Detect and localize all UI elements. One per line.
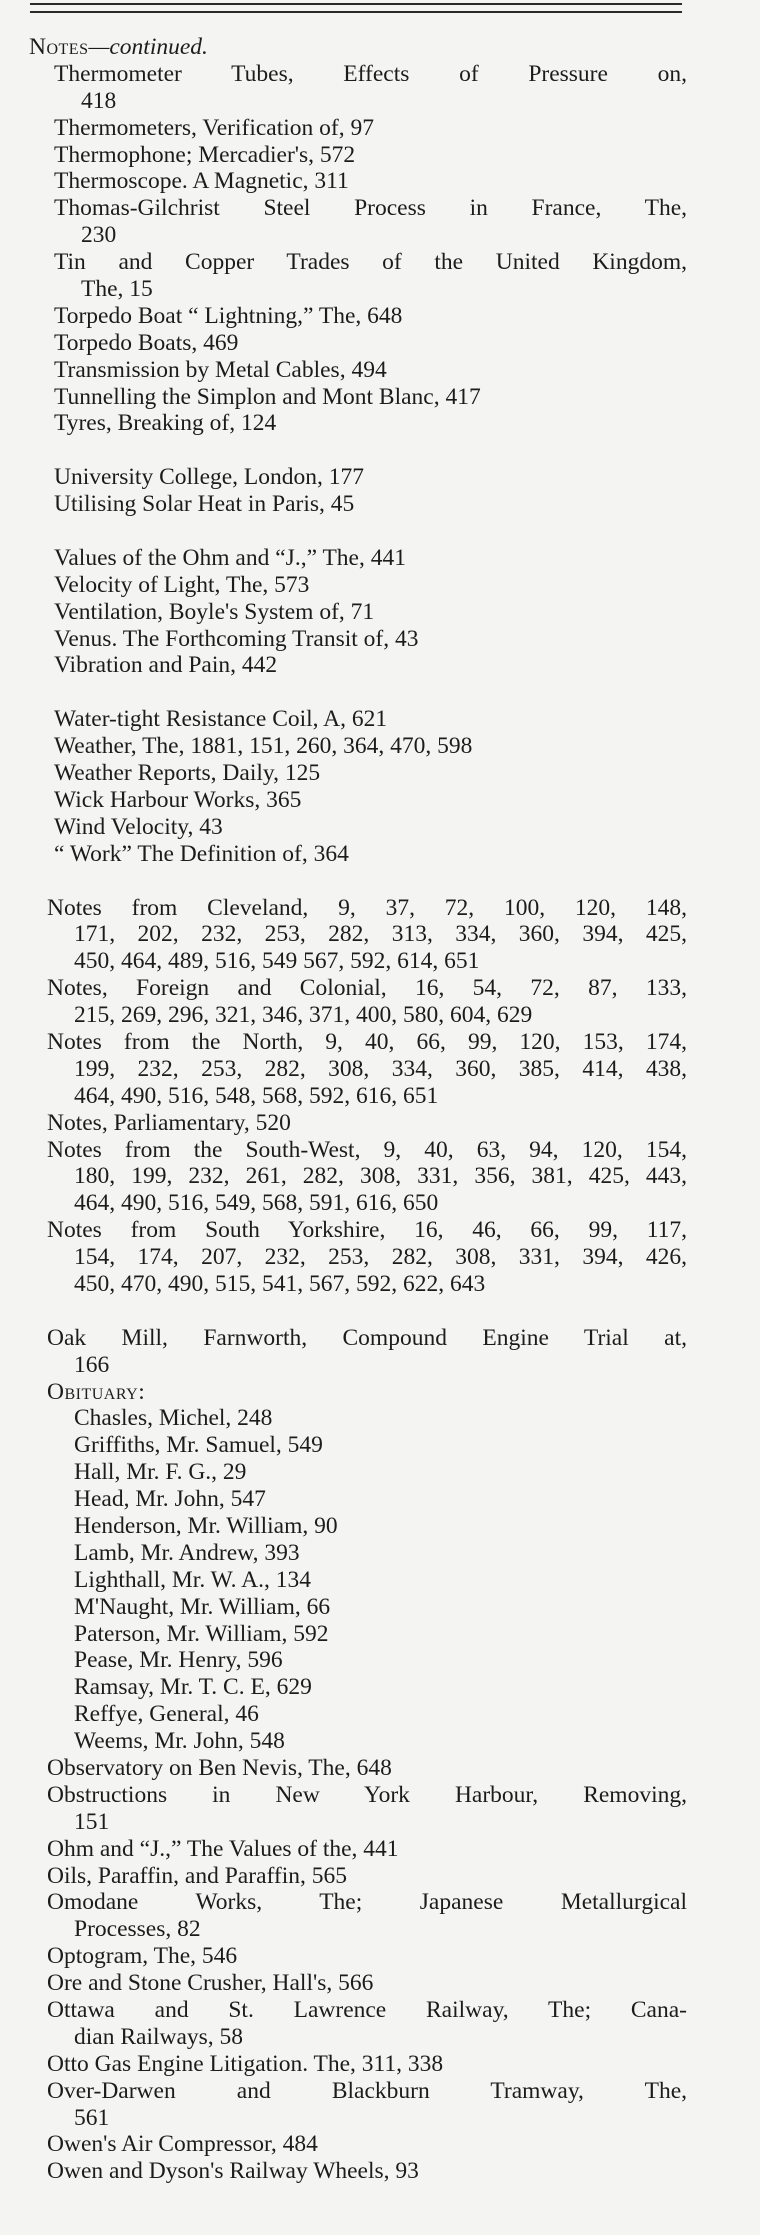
obituary-entry: Hall, Mr. F. G., 29 [74,1459,247,1486]
index-entry [0,1836,760,1863]
index-entry [0,1997,760,2051]
index-entry [0,975,760,1029]
entry-line: Wick Harbour Works, 365 [54,786,302,813]
entry-line: University College, London, 177 [54,464,365,491]
index-entry [0,303,760,330]
entry-line: Optogram, The, 546 [47,1943,238,1970]
index-entry [0,545,760,572]
index-entry [0,2131,760,2158]
entry-line: Notes, Parliamentary, 520 [47,1109,291,1136]
obituary-entry: Henderson, Mr. William, 90 [74,1512,338,1539]
entry-line: Tunnelling the Simplon and Mont Blanc, 417 [54,383,481,410]
entry-line: Torpedo Boat “ Lightning,” The, 648 [54,302,403,329]
index-entry [0,357,760,384]
entry-line: Ohm and “J.,” The Values of the, 441 [47,1835,399,1862]
index-entry [0,626,760,653]
index-section [0,464,760,518]
index-entry [0,1970,760,1997]
index-entry [0,1943,760,1970]
entry-continuation: Processes, 82 [74,1916,201,1943]
index-section [0,61,760,437]
entry-line: Otto Gas Engine Litigation. The, 311, 338 [47,2050,444,2077]
index-section [0,895,760,1298]
blank-line [0,868,760,895]
entry-line: Thermoscope. A Magnetic, 311 [54,168,349,195]
obituary-entry: Ramsay, Mr. T. C. E, 629 [74,1674,312,1701]
entry-continuation: 418 [81,87,117,114]
entry-continuation: 464, 490, 516, 549, 568, 591, 616, 650 [74,1190,439,1217]
header-continued: —continued. [88,34,208,60]
index-entry [0,2158,760,2185]
index-entry [0,733,760,760]
entry-line: Thermophone; Mercadier's, 572 [54,141,356,168]
entry-line: Oils, Paraffin, and Paraffin, 565 [47,1862,348,1889]
entry-line: Utilising Solar Heat in Paris, 45 [54,491,355,518]
index-entry [0,142,760,169]
index-entry [0,1217,760,1298]
index-entry [0,2078,760,2132]
entry-continuation: 230 [81,222,117,249]
index-entry [0,1782,760,1836]
entry-line: Notes from South Yorkshire, 16, 46, 66, 99, 117, [47,1217,687,1244]
entry-line: Tyres, Breaking of, 124 [54,410,277,437]
top-rule [30,3,682,5]
entry-line: Notes from the South-West, 9, 40, 63, 94, 120, 154, [47,1136,687,1163]
entry-line: Weather Reports, Daily, 125 [54,760,321,787]
index-entry [0,599,760,626]
index-entry [0,410,760,437]
entry-line: Notes from the North, 9, 40, 66, 99, 120, 153, 174, [47,1028,687,1055]
obituary-entry: Lamb, Mr. Andrew, 393 [74,1539,300,1566]
obituary-entry: Lighthall, Mr. W. A., 134 [74,1566,311,1593]
blank-line [0,1298,760,1325]
entry-continuation: 464, 490, 516, 548, 568, 592, 616, 651 [74,1082,439,1109]
entry-line: Wind Velocity, 43 [54,813,223,840]
index-entry [0,814,760,841]
index-section [0,1325,760,2186]
entry-continuation: 171, 202, 232, 253, 282, 313, 334, 360, 394, 425, [74,921,687,948]
index-entry [0,1755,760,1782]
entry-line: Vibration and Pain, 442 [54,652,278,679]
top-rule-double [30,11,682,13]
entry-continuation: 215, 269, 296, 321, 346, 371, 400, 580, 604, 629 [74,1002,533,1029]
index-entry [0,760,760,787]
entry-line: Weather, The, 1881, 151, 260, 364, 470, 598 [54,733,473,760]
index-entry [0,491,760,518]
entry-line: Omodane Works, The; Japanese Metallurgical [47,1889,687,1916]
entry-continuation: 450, 464, 489, 516, 549 567, 592, 614, 651 [74,948,480,975]
entry-line: Water-tight Resistance Coil, A, 621 [54,706,388,733]
index-entry [0,572,760,599]
index-entry [0,787,760,814]
section-header [0,34,760,61]
blank-line [0,679,760,706]
entry-continuation: 561 [74,2104,110,2131]
index-entry [0,330,760,357]
entry-line: Owen and Dyson's Railway Wheels, 93 [47,2158,419,2185]
entry-line: “ Work” The Definition of, 364 [54,840,349,867]
obituary-entry: Reffye, General, 46 [74,1701,259,1728]
entry-continuation: 151 [74,1808,110,1835]
entry-line: Observatory on Ben Nevis, The, 648 [47,1755,392,1781]
entry-line: Torpedo Boats, 469 [54,329,239,356]
obituary-entry: Chasles, Michel, 248 [74,1405,273,1432]
obituary-heading: Obituary: [47,1378,146,1405]
entry-continuation: 199, 232, 253, 282, 308, 334, 360, 385, 414, 438, [74,1055,687,1082]
index-entry [0,895,760,976]
index-entry [0,61,760,115]
index-entry [0,652,760,679]
blank-line [0,437,760,464]
entry-line: Tin and Copper Trades of the United Kingdom, [54,249,687,276]
index-entry [0,168,760,195]
index-entry [0,1379,760,1755]
index-entry [0,384,760,411]
index-entry [0,195,760,249]
index-entries [0,61,760,2185]
entry-line: Notes, Foreign and Colonial, 16, 54, 72, 87, 133, [47,975,687,1002]
blank-line [0,518,760,545]
entry-line: Values of the Ohm and “J.,” The, 441 [54,544,406,571]
header-label: Notes [29,34,89,60]
entry-continuation: 180, 199, 232, 261, 282, 308, 331, 356, 381, 425, 443, [74,1163,687,1190]
index-entry [0,1325,760,1379]
obituary-entry: Paterson, Mr. William, 592 [74,1620,329,1647]
entry-line: Ore and Stone Crusher, Hall's, 566 [47,1970,374,1997]
entry-continuation: dian Railways, 58 [74,2023,244,2050]
entry-line: Oak Mill, Farnworth, Compound Engine Trial at, [47,1324,687,1351]
index-entry [0,464,760,491]
entry-line: Thermometer Tubes, Effects of Pressure on, [54,60,687,87]
entry-continuation: 154, 174, 207, 232, 253, 282, 308, 331, 394, 426, [74,1244,687,1271]
index-section [0,706,760,867]
obituary-entry: Griffiths, Mr. Samuel, 549 [74,1432,323,1459]
index-entry [0,1029,760,1110]
index-entry [0,1137,760,1218]
entry-line: Ottawa and St. Lawrence Railway, The; Cana- [47,1997,687,2024]
index-entry [0,115,760,142]
index-entry [0,1110,760,1137]
entry-line: Over-Darwen and Blackburn Tramway, The, [47,2077,687,2104]
entry-line: Transmission by Metal Cables, 494 [54,356,387,383]
entry-line: Notes from Cleveland, 9, 37, 72, 100, 120, 148, [47,894,687,921]
entry-line: Owen's Air Compressor, 484 [47,2131,318,2158]
index-section [0,545,760,679]
entry-line: Obstructions in New York Harbour, Removing, [47,1781,687,1808]
obituary-entry: Weems, Mr. John, 548 [74,1728,285,1755]
entry-continuation: 166 [74,1351,110,1378]
entry-continuation: 450, 470, 490, 515, 541, 567, 592, 622, 643 [74,1270,486,1297]
entry-continuation: The, 15 [81,276,153,303]
index-entry [0,2051,760,2078]
index-entry [0,1863,760,1890]
index-entry [0,841,760,868]
index-column [0,34,760,2185]
entry-line: Velocity of Light, The, 573 [54,571,310,598]
obituary-entry: Pease, Mr. Henry, 596 [74,1647,283,1674]
entry-line: Venus. The Forthcoming Transit of, 43 [54,625,419,652]
index-entry [0,1889,760,1943]
entry-line: Thomas-Gilchrist Steel Process in France, The, [54,195,687,222]
entry-line: Ventilation, Boyle's System of, 71 [54,598,375,625]
entry-line: Thermometers, Verification of, 97 [54,114,374,141]
index-entry [0,706,760,733]
obituary-entry: Head, Mr. John, 547 [74,1486,266,1513]
index-entry [0,249,760,303]
obituary-entry: M'Naught, Mr. William, 66 [74,1593,331,1620]
